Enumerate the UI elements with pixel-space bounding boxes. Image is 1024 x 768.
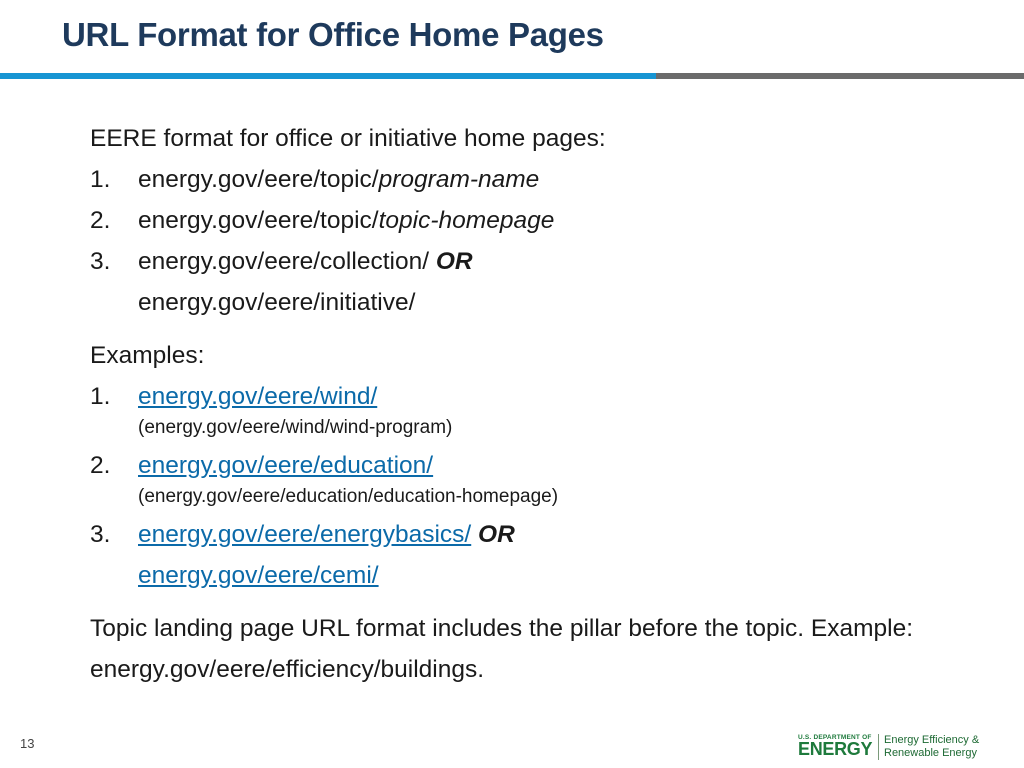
format-intro: EERE format for office or initiative home pages:	[90, 125, 606, 152]
logo-eere-line1: Energy Efficiency &	[884, 734, 980, 746]
doe-eere-logo	[798, 732, 998, 762]
url-placeholder: topic-homepage	[378, 207, 555, 234]
or-label: OR	[435, 248, 473, 275]
logo-dept-text: U.S. DEPARTMENT OF	[798, 734, 872, 741]
example-note-wind: (energy.gov/eere/wind/wind-program)	[138, 417, 453, 438]
slide-body	[90, 118, 990, 690]
example-item-3-continuation	[90, 555, 990, 596]
example-item-2	[90, 445, 990, 486]
list-number: 1.	[90, 383, 111, 410]
example-link-wind[interactable]: energy.gov/eere/wind/	[138, 383, 378, 410]
url-prefix: energy.gov/eere/topic/	[138, 166, 379, 193]
page-number: 13	[20, 736, 35, 751]
logo-energy-text: ENERGY	[798, 739, 873, 759]
format-item-1	[90, 159, 990, 200]
logo-divider	[878, 734, 879, 760]
format-item-3-continuation: energy.gov/eere/initiative/	[138, 289, 416, 316]
example-link-energybasics[interactable]: energy.gov/eere/energybasics/	[138, 521, 472, 548]
title-rule-gray	[656, 73, 1024, 79]
list-number: 3.	[90, 521, 111, 548]
examples-heading: Examples:	[90, 342, 205, 369]
format-item-2	[90, 200, 990, 241]
or-label: OR	[478, 521, 515, 548]
slide-title: URL Format for Office Home Pages	[62, 16, 604, 53]
example-item-1	[90, 376, 990, 417]
url-placeholder: program-name	[378, 166, 540, 193]
list-number: 2.	[90, 452, 111, 479]
list-number: 3.	[90, 248, 111, 275]
format-item-3	[90, 241, 990, 282]
title-rule-blue	[0, 73, 656, 79]
logo-eere-line2: Renewable Energy	[884, 747, 977, 759]
example-link-cemi[interactable]: energy.gov/eere/cemi/	[138, 562, 379, 589]
example-note-education: (energy.gov/eere/education/education-homepage)	[138, 486, 559, 507]
closing-paragraph: Topic landing page URL format includes the pillar before the topic. Example: energy.gov/eere/efficiency/buildings.	[90, 615, 914, 683]
example-link-education[interactable]: energy.gov/eere/education/	[138, 452, 434, 479]
list-number: 2.	[90, 207, 111, 234]
list-number: 1.	[90, 166, 111, 193]
url-prefix: energy.gov/eere/collection/	[138, 248, 436, 275]
example-item-3	[90, 514, 990, 555]
url-prefix: energy.gov/eere/topic/	[138, 207, 379, 234]
